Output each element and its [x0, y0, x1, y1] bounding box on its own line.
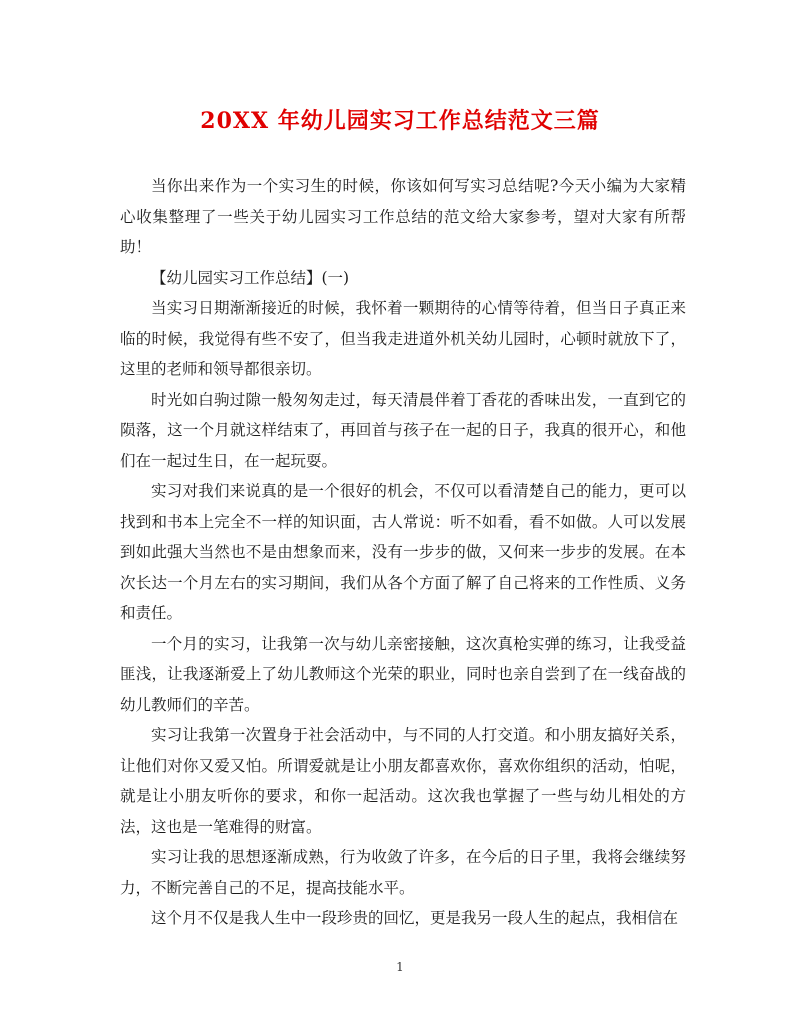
body-paragraph-5: 实习让我第一次置身于社会活动中，与不同的人打交道。和小朋友搞好关系，让他们对你又爱又怕。所谓爱就是让小朋友都喜欢你，喜欢你组织的活动，怕呢，就是让小朋友听你的要求，和你一起活动。这次我也掌握了一些与幼儿相处的方法，这也是一笔难得的财富。 — [120, 726, 686, 836]
document-title: 20XX 年幼儿园实习工作总结范文三篇 — [200, 108, 600, 134]
body-paragraph-3: 实习对我们来说真的是一个很好的机会，不仅可以看清楚自己的能力，更可以找到和书本上完全不一样的知识面，古人常说：听不如看，看不如做。人可以发展到如此强大当然也不是由想象而来，没有一步步的做，又何来一步步的发展。在本次长达一个月左右的实习期间，我们从各个方面了解了自己将来的工作性质、义务和责任。 — [120, 482, 686, 622]
body-paragraph-7: 这个月不仅是我人生中一段珍贵的回忆，更是我另一段人生的起点，我相信在 — [151, 909, 679, 927]
section-heading: 【幼儿园实习工作总结】(一) — [151, 268, 350, 287]
document-body — [120, 171, 686, 934]
body-paragraph-1: 当实习日期渐渐接近的时候，我怀着一颗期待的心情等待着，但当日子真正来临的时候，我觉得有些不安了，但当我走进道外机关幼儿园时，心顿时就放下了，这里的老师和领导都很亲切。 — [120, 299, 686, 378]
intro-paragraph: 当你出来作为一个实习生的时候，你该如何写实习总结呢?今天小编为大家精心收集整理了一些关于幼儿园实习工作总结的范文给大家参考，望对大家有所帮助！ — [120, 177, 686, 256]
body-paragraph-6: 实习让我的思想逐渐成熟，行为收敛了许多，在今后的日子里，我将会继续努力，不断完善自己的不足，提高技能水平。 — [120, 848, 686, 897]
body-paragraph-4: 一个月的实习，让我第一次与幼儿亲密接触，这次真枪实弹的练习，让我受益匪浅，让我逐渐爱上了幼儿教师这个光荣的职业，同时也亲自尝到了在一线奋战的幼儿教师们的辛苦。 — [120, 634, 686, 714]
body-paragraph-2: 时光如白驹过隙一般匆匆走过，每天清晨伴着丁香花的香味出发，一直到它的陨落，这一个月就这样结束了，再回首与孩子在一起的日子，我真的很开心，和他们在一起过生日，在一起玩耍。 — [120, 390, 686, 470]
page-number: 1 — [396, 960, 404, 974]
